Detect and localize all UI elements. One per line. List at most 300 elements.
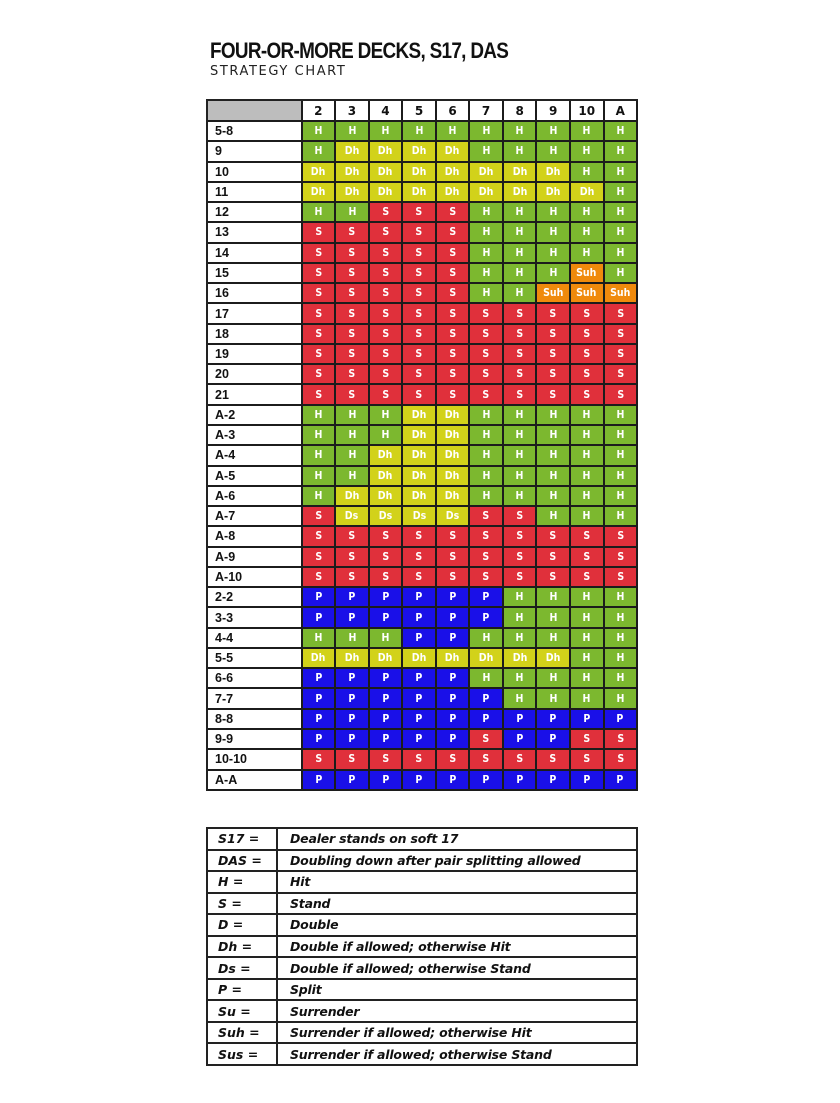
action-text: S — [583, 388, 591, 401]
action-text: H — [381, 631, 390, 644]
action-text: H — [549, 591, 558, 604]
legend-key: Dh = — [208, 937, 278, 959]
action-cell — [370, 750, 404, 770]
player-hand-label: 14 — [208, 244, 303, 264]
action-cell — [571, 710, 605, 730]
action-cell — [571, 122, 605, 142]
action-text: H — [381, 408, 390, 421]
dealer-card-header: 3 — [336, 101, 370, 122]
legend-key: P = — [208, 980, 278, 1002]
action-cell — [605, 163, 639, 183]
action-text: H — [582, 429, 591, 442]
action-cell — [437, 345, 471, 365]
legend-table — [206, 827, 638, 1066]
action-text: S — [314, 550, 322, 563]
strategy-row — [208, 608, 638, 628]
action-cell — [336, 771, 370, 791]
action-text: S — [449, 327, 456, 340]
strategy-row — [208, 406, 638, 426]
action-text: H — [482, 226, 491, 239]
action-text: S — [516, 753, 524, 766]
action-cell — [437, 183, 471, 203]
action-text: S — [382, 388, 389, 401]
action-cell — [303, 750, 337, 770]
action-text: S — [449, 246, 456, 259]
action-cell — [303, 710, 337, 730]
action-cell — [470, 142, 504, 162]
action-text: Dh — [378, 652, 393, 665]
action-text: H — [515, 145, 524, 158]
action-cell — [504, 183, 538, 203]
action-cell — [605, 325, 639, 345]
action-cell — [537, 163, 571, 183]
action-cell — [336, 710, 370, 730]
action-text: Dh — [411, 408, 427, 421]
action-cell — [370, 345, 404, 365]
action-cell — [571, 163, 605, 183]
action-text: S — [583, 307, 591, 320]
action-cell — [537, 365, 571, 385]
legend-value: Dealer stands on soft 17 — [278, 829, 638, 851]
dealer-card-header: 4 — [370, 101, 404, 122]
action-cell — [470, 406, 504, 426]
action-cell — [470, 649, 504, 669]
action-cell — [403, 385, 437, 405]
action-text: S — [382, 266, 389, 279]
action-text: H — [381, 429, 390, 442]
action-cell — [437, 467, 471, 487]
strategy-grid — [206, 99, 638, 791]
action-text: S — [382, 368, 389, 381]
action-text: S — [616, 307, 624, 320]
action-cell — [537, 588, 571, 608]
action-text: H — [616, 206, 625, 219]
action-cell — [605, 710, 639, 730]
action-cell — [303, 385, 337, 405]
action-text: P — [449, 631, 457, 644]
player-hand-label: A-8 — [208, 527, 303, 547]
player-hand-label: 20 — [208, 365, 303, 385]
action-text: S — [583, 368, 591, 381]
player-hand-label: 4-4 — [208, 629, 303, 649]
action-cell — [571, 548, 605, 568]
action-cell — [504, 163, 538, 183]
action-cell — [403, 223, 437, 243]
action-text: H — [314, 449, 323, 462]
action-cell — [504, 142, 538, 162]
action-text: S — [583, 753, 591, 766]
action-text: Dh — [445, 489, 460, 502]
action-cell — [403, 304, 437, 324]
action-text: H — [482, 145, 491, 158]
legend-value: Double if allowed; otherwise Hit — [278, 937, 638, 959]
action-text: H — [314, 469, 323, 482]
action-text: Dh — [545, 185, 561, 198]
action-text: S — [616, 348, 624, 361]
action-cell — [370, 629, 404, 649]
action-text: S — [549, 550, 557, 563]
action-text: S — [415, 327, 423, 340]
action-text: Dh — [378, 449, 393, 462]
legend-row — [208, 937, 638, 959]
action-text: H — [549, 125, 558, 138]
action-text: P — [381, 611, 389, 624]
action-text: Dh — [378, 469, 393, 482]
action-cell — [537, 689, 571, 709]
action-cell — [605, 406, 639, 426]
legend-key: H = — [208, 872, 278, 894]
action-cell — [571, 183, 605, 203]
action-cell — [470, 183, 504, 203]
action-text: S — [449, 550, 456, 563]
action-text: H — [515, 692, 524, 705]
action-text: S — [314, 266, 322, 279]
action-text: P — [482, 692, 490, 705]
action-text: S — [314, 246, 322, 259]
action-text: S — [348, 368, 356, 381]
action-cell — [437, 244, 471, 264]
legend-value: Hit — [278, 872, 638, 894]
action-cell — [303, 345, 337, 365]
action-text: S — [382, 550, 389, 563]
action-text: H — [549, 206, 558, 219]
action-text: S — [482, 327, 490, 340]
grid-corner — [208, 101, 303, 122]
action-text: Dh — [478, 652, 494, 665]
action-text: H — [616, 591, 625, 604]
action-text: H — [616, 652, 625, 665]
action-cell — [504, 325, 538, 345]
legend-row — [208, 851, 638, 873]
action-cell — [303, 183, 337, 203]
action-text: H — [515, 429, 524, 442]
action-cell — [571, 771, 605, 791]
action-text: H — [482, 489, 491, 502]
action-text: P — [482, 712, 490, 725]
action-text: H — [616, 489, 625, 502]
action-text: Ds — [445, 510, 460, 523]
action-text: Dh — [344, 145, 360, 158]
action-text: P — [616, 773, 624, 786]
action-text: S — [449, 266, 456, 279]
action-cell — [336, 325, 370, 345]
action-cell — [571, 467, 605, 487]
action-cell — [504, 588, 538, 608]
action-cell — [336, 629, 370, 649]
strategy-row — [208, 325, 638, 345]
strategy-row — [208, 345, 638, 365]
action-cell — [571, 406, 605, 426]
action-text: H — [582, 469, 591, 482]
action-cell — [437, 325, 471, 345]
action-text: S — [348, 307, 356, 320]
action-text: P — [415, 773, 423, 786]
action-text: S — [549, 307, 557, 320]
action-cell — [370, 122, 404, 142]
action-text: S — [482, 510, 490, 523]
action-cell — [537, 487, 571, 507]
action-cell — [303, 244, 337, 264]
action-text: Dh — [344, 652, 360, 665]
action-text: P — [348, 692, 356, 705]
action-text: P — [616, 712, 624, 725]
action-cell — [403, 446, 437, 466]
action-text: H — [582, 145, 591, 158]
action-text: S — [516, 307, 524, 320]
action-text: P — [516, 773, 524, 786]
action-cell — [303, 284, 337, 304]
action-text: H — [549, 469, 558, 482]
action-text: S — [449, 206, 456, 219]
action-text: P — [381, 712, 389, 725]
action-cell — [504, 771, 538, 791]
action-cell — [403, 284, 437, 304]
action-cell — [437, 446, 471, 466]
action-text: H — [549, 692, 558, 705]
action-cell — [403, 750, 437, 770]
action-cell — [571, 446, 605, 466]
legend-row — [208, 1001, 638, 1023]
action-cell — [605, 548, 639, 568]
action-cell — [537, 122, 571, 142]
action-text: H — [616, 692, 625, 705]
action-text: S — [449, 570, 456, 583]
action-cell — [437, 771, 471, 791]
action-text: H — [347, 206, 356, 219]
action-cell — [470, 730, 504, 750]
player-hand-label: 16 — [208, 284, 303, 304]
action-text: H — [616, 125, 625, 138]
action-cell — [504, 467, 538, 487]
action-text: S — [314, 570, 322, 583]
action-text: H — [549, 408, 558, 421]
action-text: Suh — [576, 287, 597, 300]
action-cell — [403, 467, 437, 487]
action-cell — [537, 548, 571, 568]
action-text: S — [415, 266, 423, 279]
action-cell — [470, 264, 504, 284]
action-text: P — [314, 692, 322, 705]
action-text: H — [482, 408, 491, 421]
action-text: H — [582, 408, 591, 421]
action-text: S — [382, 246, 389, 259]
action-text: P — [449, 611, 457, 624]
action-cell — [605, 264, 639, 284]
action-text: Dh — [445, 652, 460, 665]
action-text: Dh — [445, 449, 460, 462]
action-cell — [537, 244, 571, 264]
action-cell — [571, 730, 605, 750]
action-text: S — [382, 753, 389, 766]
action-text: P — [549, 733, 557, 746]
action-cell — [303, 548, 337, 568]
action-text: P — [348, 712, 356, 725]
action-cell — [370, 710, 404, 730]
action-cell — [605, 669, 639, 689]
action-text: H — [582, 246, 591, 259]
action-cell — [437, 750, 471, 770]
action-cell — [470, 304, 504, 324]
action-text: S — [583, 530, 591, 543]
action-cell — [370, 568, 404, 588]
strategy-row — [208, 568, 638, 588]
action-cell — [605, 487, 639, 507]
action-cell — [437, 710, 471, 730]
action-cell — [403, 426, 437, 446]
action-cell — [370, 689, 404, 709]
strategy-row — [208, 689, 638, 709]
strategy-row — [208, 163, 638, 183]
strategy-row — [208, 142, 638, 162]
action-cell — [571, 203, 605, 223]
action-cell — [303, 446, 337, 466]
action-cell — [470, 223, 504, 243]
player-hand-label: 8-8 — [208, 710, 303, 730]
dealer-card-header: A — [605, 101, 639, 122]
legend-value: Doubling down after pair splitting allowed — [278, 851, 638, 873]
action-text: S — [415, 246, 423, 259]
action-text: H — [582, 449, 591, 462]
action-cell — [403, 588, 437, 608]
action-text: S — [415, 368, 423, 381]
action-text: S — [348, 246, 356, 259]
player-hand-label: A-7 — [208, 507, 303, 527]
action-cell — [370, 244, 404, 264]
action-cell — [537, 264, 571, 284]
action-cell — [537, 284, 571, 304]
action-cell — [605, 608, 639, 628]
action-text: P — [549, 773, 557, 786]
action-cell — [470, 244, 504, 264]
action-text: S — [616, 550, 624, 563]
action-cell — [537, 507, 571, 527]
action-text: H — [482, 449, 491, 462]
action-cell — [403, 163, 437, 183]
player-hand-label: 7-7 — [208, 689, 303, 709]
action-text: H — [515, 226, 524, 239]
action-text: H — [582, 672, 591, 685]
action-text: H — [616, 631, 625, 644]
strategy-row — [208, 730, 638, 750]
action-text: H — [616, 266, 625, 279]
action-text: Suh — [576, 266, 597, 279]
action-text: Dh — [411, 469, 427, 482]
action-cell — [537, 568, 571, 588]
action-cell — [470, 325, 504, 345]
action-cell — [537, 608, 571, 628]
action-cell — [605, 203, 639, 223]
action-text: S — [348, 266, 356, 279]
action-cell — [370, 446, 404, 466]
action-cell — [437, 284, 471, 304]
player-hand-label: A-A — [208, 771, 303, 791]
action-text: S — [482, 570, 490, 583]
action-cell — [403, 669, 437, 689]
legend-value: Double if allowed; otherwise Stand — [278, 958, 638, 980]
action-cell — [336, 507, 370, 527]
action-cell — [504, 284, 538, 304]
action-text: H — [515, 206, 524, 219]
action-text: S — [449, 753, 456, 766]
action-text: S — [549, 368, 557, 381]
action-cell — [336, 649, 370, 669]
legend-row — [208, 829, 638, 851]
action-cell — [571, 385, 605, 405]
action-cell — [437, 568, 471, 588]
action-text: S — [549, 327, 557, 340]
action-text: S — [449, 287, 456, 300]
action-cell — [370, 325, 404, 345]
action-text: Dh — [378, 185, 393, 198]
action-cell — [336, 365, 370, 385]
action-cell — [504, 406, 538, 426]
action-text: H — [482, 266, 491, 279]
action-cell — [470, 467, 504, 487]
action-text: H — [482, 672, 491, 685]
action-cell — [605, 345, 639, 365]
action-text: Dh — [445, 145, 460, 158]
action-text: S — [382, 327, 389, 340]
action-cell — [303, 507, 337, 527]
action-cell — [303, 304, 337, 324]
action-text: P — [348, 611, 356, 624]
action-cell — [537, 527, 571, 547]
action-cell — [437, 487, 471, 507]
action-cell — [403, 122, 437, 142]
action-cell — [336, 588, 370, 608]
action-text: H — [616, 611, 625, 624]
action-text: P — [314, 672, 322, 685]
action-cell — [504, 446, 538, 466]
strategy-row — [208, 304, 638, 324]
action-text: Dh — [411, 652, 427, 665]
dealer-card-header: 2 — [303, 101, 337, 122]
action-text: P — [482, 611, 490, 624]
action-cell — [571, 507, 605, 527]
player-hand-label: A-9 — [208, 548, 303, 568]
action-text: Dh — [411, 449, 427, 462]
action-cell — [370, 487, 404, 507]
action-cell — [403, 527, 437, 547]
action-cell — [470, 446, 504, 466]
action-cell — [370, 467, 404, 487]
action-text: P — [449, 591, 457, 604]
strategy-row — [208, 122, 638, 142]
action-text: P — [415, 591, 423, 604]
action-cell — [537, 385, 571, 405]
action-text: H — [549, 489, 558, 502]
action-cell — [537, 710, 571, 730]
action-cell — [303, 122, 337, 142]
action-cell — [537, 771, 571, 791]
action-cell — [336, 223, 370, 243]
action-cell — [470, 426, 504, 446]
action-cell — [437, 142, 471, 162]
action-text: H — [549, 429, 558, 442]
action-text: Dh — [311, 185, 326, 198]
action-text: P — [314, 611, 322, 624]
action-text: Dh — [311, 165, 326, 178]
action-cell — [303, 426, 337, 446]
action-cell — [336, 730, 370, 750]
action-text: S — [415, 570, 423, 583]
action-cell — [605, 588, 639, 608]
action-text: H — [549, 449, 558, 462]
action-cell — [437, 304, 471, 324]
action-text: H — [515, 408, 524, 421]
action-cell — [571, 487, 605, 507]
action-text: H — [314, 125, 323, 138]
